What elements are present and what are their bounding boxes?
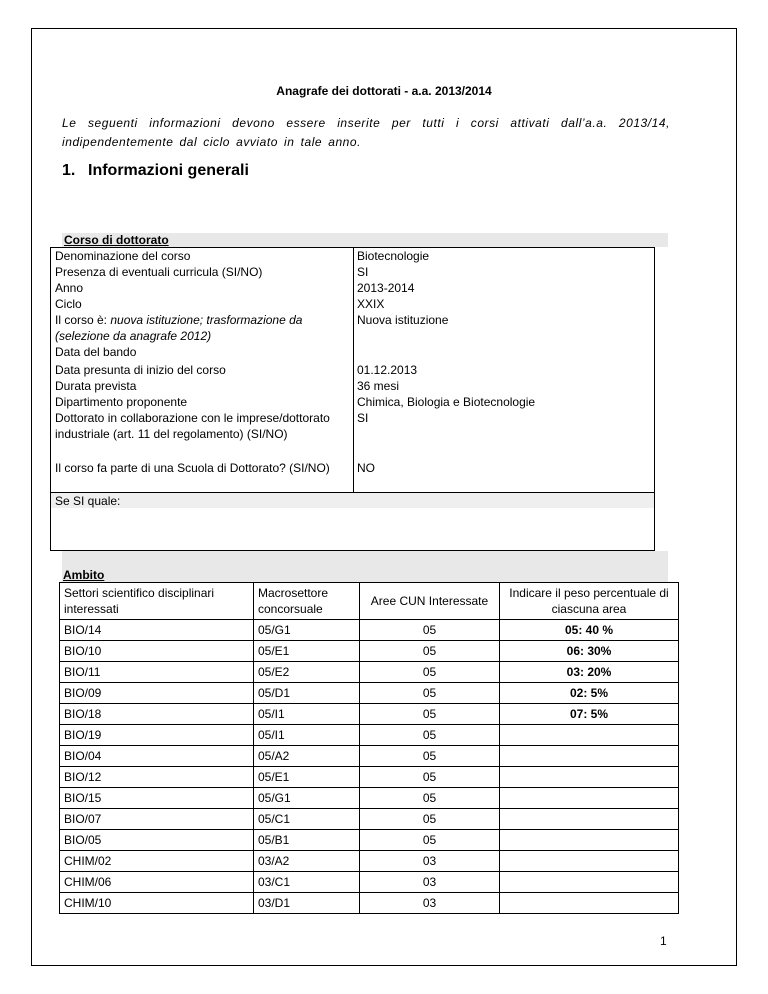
table-row: [60, 830, 679, 851]
cell-ssd: BIO/10: [60, 641, 254, 662]
cell-peso: [500, 767, 679, 788]
ambito-caption-band: [62, 551, 668, 583]
cell-peso: [500, 809, 679, 830]
cell-ssd: CHIM/06: [60, 872, 254, 893]
label-scuola: Il corso fa parte di una Scuola di Dottorato? (SI/NO): [55, 461, 330, 475]
cell-area-cun: 05: [360, 641, 500, 662]
cell-ssd: CHIM/10: [60, 893, 254, 914]
cell-macrosettore: 03/A2: [254, 851, 360, 872]
cell-area-cun: 03: [360, 851, 500, 872]
cell-area-cun: 05: [360, 704, 500, 725]
intro-paragraph: Le seguenti informazioni devono essere inserite per tutti i corsi attivati dall’a.a. 2013/14, indipendentemente dal ciclo avviato in tale anno.: [62, 116, 670, 149]
table-row: [60, 872, 679, 893]
section-title: Informazioni generali: [88, 162, 249, 179]
header-peso: Indicare il peso percentuale di ciascuna area: [500, 583, 679, 620]
cell-macrosettore: 05/D1: [254, 683, 360, 704]
cell-peso: 03: 20%: [500, 662, 679, 683]
label-tipo-italic: nuova istituzione; trasformazione da (selezione da anagrafe 2012): [55, 313, 303, 343]
table-row: [60, 662, 679, 683]
cell-area-cun: 05: [360, 725, 500, 746]
corso-caption: Corso di dottorato: [64, 233, 169, 247]
value-data-inizio: 01.12.2013: [357, 363, 418, 377]
cell-peso: [500, 725, 679, 746]
cell-macrosettore: 05/I1: [254, 725, 360, 746]
cell-area-cun: 05: [360, 620, 500, 641]
cell-ssd: BIO/09: [60, 683, 254, 704]
value-curricula: SI: [357, 265, 369, 279]
cell-macrosettore: 03/C1: [254, 872, 360, 893]
label-tipo-prefix: Il corso è:: [55, 313, 111, 327]
table-row: [60, 851, 679, 872]
table-row: [60, 767, 679, 788]
cell-peso: [500, 872, 679, 893]
cell-peso: [500, 788, 679, 809]
cell-peso: 02: 5%: [500, 683, 679, 704]
label-durata: Durata prevista: [55, 379, 137, 393]
cell-peso: 06: 30%: [500, 641, 679, 662]
corso-table: [50, 247, 655, 551]
table-row: [60, 725, 679, 746]
cell-ssd: BIO/11: [60, 662, 254, 683]
cell-area-cun: 05: [360, 683, 500, 704]
value-denominazione: Biotecnologie: [357, 249, 430, 263]
cell-area-cun: 05: [360, 809, 500, 830]
header-aree-cun: Aree CUN Interessate: [360, 583, 500, 620]
table-row: [60, 893, 679, 914]
cell-macrosettore: 05/I1: [254, 704, 360, 725]
value-ciclo: XXIX: [357, 297, 385, 311]
value-dipartimento: Chimica, Biologia e Biotecnologie: [357, 395, 536, 409]
table-row: [60, 620, 679, 641]
section-heading: [62, 162, 249, 180]
document-title: Anagrafe dei dottorati - a.a. 2013/2014: [276, 84, 492, 98]
cell-macrosettore: 05/B1: [254, 830, 360, 851]
table-row: [60, 641, 679, 662]
cell-ssd: BIO/19: [60, 725, 254, 746]
cell-area-cun: 05: [360, 830, 500, 851]
cell-ssd: BIO/14: [60, 620, 254, 641]
cell-ssd: CHIM/02: [60, 851, 254, 872]
label-denominazione: Denominazione del corso: [55, 249, 191, 263]
cell-ssd: BIO/15: [60, 788, 254, 809]
header-settori: Settori scientifico disciplinari interessati: [60, 583, 254, 620]
page-number: 1: [660, 934, 667, 948]
cell-area-cun: 05: [360, 767, 500, 788]
cell-ssd: BIO/05: [60, 830, 254, 851]
cell-macrosettore: 05/C1: [254, 809, 360, 830]
cell-ssd: BIO/18: [60, 704, 254, 725]
cell-peso: [500, 851, 679, 872]
cell-peso: [500, 830, 679, 851]
cell-ssd: BIO/12: [60, 767, 254, 788]
table-header-row: [60, 583, 679, 620]
cell-area-cun: 03: [360, 872, 500, 893]
label-se-si: Se SI quale:: [55, 494, 121, 508]
label-anno: Anno: [55, 281, 84, 295]
cell-ssd: BIO/07: [60, 809, 254, 830]
table-row: [60, 788, 679, 809]
cell-peso: 07: 5%: [500, 704, 679, 725]
value-collaborazione: SI: [357, 411, 369, 425]
table-row: [60, 704, 679, 725]
label-data-inizio: Data presunta di inizio del corso: [55, 363, 226, 377]
cell-macrosettore: 05/G1: [254, 620, 360, 641]
table-row: [60, 746, 679, 767]
column-divider: [353, 248, 354, 492]
ambito-caption: Ambito: [63, 568, 105, 582]
header-macrosettore: Macrosettore concorsuale: [254, 583, 360, 620]
cell-macrosettore: 05/G1: [254, 788, 360, 809]
cell-area-cun: 03: [360, 893, 500, 914]
cell-peso: 05: 40 %: [500, 620, 679, 641]
label-dipartimento: Dipartimento proponente: [55, 395, 188, 409]
label-curricula: Presenza di eventuali curricula (SI/NO): [55, 265, 263, 279]
cell-macrosettore: 05/A2: [254, 746, 360, 767]
value-anno: 2013-2014: [357, 281, 415, 295]
cell-peso: [500, 893, 679, 914]
label-tipo-corso: [55, 312, 347, 344]
value-durata: 36 mesi: [357, 379, 400, 393]
label-collaborazione: Dottorato in collaborazione con le imprese/dottorato industriale (art. 11 del regolamento) (SI/NO): [55, 411, 330, 441]
cell-peso: [500, 746, 679, 767]
cell-macrosettore: 05/E1: [254, 767, 360, 788]
cell-macrosettore: 05/E2: [254, 662, 360, 683]
cell-ssd: BIO/04: [60, 746, 254, 767]
label-data-bando: Data del bando: [55, 345, 137, 359]
table-row: [60, 683, 679, 704]
value-tipo-corso: Nuova istituzione: [357, 313, 449, 327]
ambito-table: [59, 582, 679, 914]
cell-area-cun: 05: [360, 662, 500, 683]
section-number: 1.: [62, 162, 76, 179]
cell-area-cun: 05: [360, 746, 500, 767]
table-row: [60, 809, 679, 830]
label-ciclo: Ciclo: [55, 297, 82, 311]
cell-macrosettore: 05/E1: [254, 641, 360, 662]
cell-area-cun: 05: [360, 788, 500, 809]
cell-macrosettore: 03/D1: [254, 893, 360, 914]
value-scuola: NO: [357, 461, 375, 475]
